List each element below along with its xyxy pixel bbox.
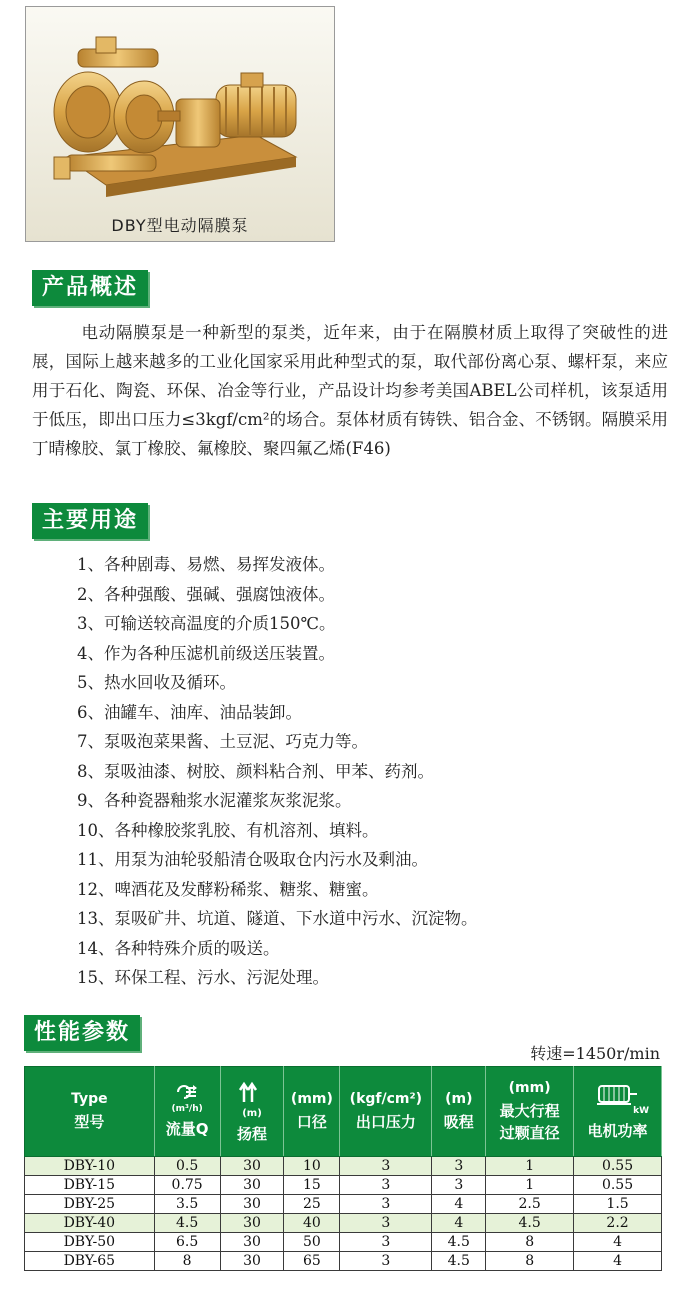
params-heading: 性能参数: [24, 1015, 140, 1051]
motor-icon: [595, 1082, 641, 1108]
table-cell: 3: [432, 1157, 486, 1176]
list-item: 8、泵吸油漆、树胶、颜料粘合剂、甲苯、药剂。: [77, 761, 434, 781]
uses-heading: 主要用途: [32, 503, 148, 539]
table-cell: 8: [486, 1233, 574, 1252]
table-cell: 4.5: [432, 1233, 486, 1252]
list-item: 7、泵吸泡菜果酱、土豆泥、巧克力等。: [77, 732, 368, 751]
list-item: 3、可输送较高温度的介质150℃。: [77, 614, 336, 633]
header-label: 最大行程 过颗直径: [499, 1101, 560, 1142]
list-item: 2、各种强酸、强碱、强腐蚀液体。: [77, 584, 335, 604]
table-cell: 4.5: [432, 1252, 486, 1271]
table-cell: 0.55: [574, 1176, 662, 1195]
header-label: 电机功率: [587, 1122, 648, 1140]
table-cell: 3: [340, 1157, 432, 1176]
header-unit: (m³/h): [171, 1104, 203, 1114]
header-unit: kW: [633, 1106, 649, 1116]
list-item: 9、各种瓷器釉浆水泥灌浆灰浆泥浆。: [77, 791, 352, 810]
table-cell: 65: [284, 1252, 340, 1271]
pump-illustration: [26, 7, 335, 242]
table-cell: 3: [340, 1195, 432, 1214]
col-header-head: [220, 1067, 284, 1157]
table-cell: 4.5: [486, 1214, 574, 1233]
table-row: [25, 1214, 662, 1233]
table-cell: 3: [340, 1214, 432, 1233]
header-label: 型号: [74, 1113, 105, 1131]
table-cell: 3.5: [154, 1195, 220, 1214]
table-cell: 25: [284, 1195, 340, 1214]
table-cell: 4: [574, 1233, 662, 1252]
table-cell: 1: [486, 1176, 574, 1195]
table-cell: 3: [340, 1233, 432, 1252]
table-cell: 3: [432, 1176, 486, 1195]
table-cell: 2.5: [486, 1195, 574, 1214]
header-label: 口径: [296, 1113, 327, 1131]
product-caption: DBY型电动隔膜泵: [111, 216, 249, 235]
col-header-suction: [432, 1067, 486, 1157]
header-label: 扬程: [236, 1124, 267, 1143]
col-header-type: [25, 1067, 155, 1157]
speed-note: 转速=1450r/min: [530, 1044, 660, 1063]
table-cell: 4: [432, 1195, 486, 1214]
table-cell: 1: [486, 1157, 574, 1176]
table-cell: 0.5: [154, 1157, 220, 1176]
header-label: 出口压力: [355, 1113, 416, 1131]
header-unit: (m): [445, 1091, 473, 1107]
table-cell: 30: [220, 1157, 284, 1176]
col-header-max-particle: [486, 1067, 574, 1157]
table-cell: 4: [574, 1252, 662, 1271]
col-header-motor-power: [574, 1067, 662, 1157]
table-cell: 30: [220, 1214, 284, 1233]
overview-paragraph: 电动隔膜泵是一种新型的泵类，近年来，由于在隔膜材质上取得了突破性的进展，国际上越来越多的工业化国家采用此种型式的泵，取代部份离心泵、螺杆泵，来应用于石化、陶瓷、环保、冶金等行业，产品设计均参考美国ABEL公司样机，该泵适用于低压，即出口压力≤3kgf/cm²的场合。泵体材质有铸铁、铝合金、不锈钢。隔膜采用丁晴橡胶、氯丁橡胶、氟橡胶、聚四氟乙烯(F46): [32, 323, 668, 458]
table-row: [25, 1233, 662, 1252]
list-item: 10、各种橡胶浆乳胶、有机溶剂、填料。: [77, 820, 379, 840]
table-row: [25, 1195, 662, 1214]
header-unit: (kgf/cm²): [349, 1091, 423, 1107]
table-cell: 40: [284, 1214, 340, 1233]
list-item: 12、啤酒花及发酵粉稀浆、糖浆、糖蜜。: [77, 879, 379, 899]
table-cell: 3: [340, 1176, 432, 1195]
table-header-row: [25, 1067, 662, 1157]
table-cell: DBY-10: [25, 1157, 155, 1176]
params-table: [24, 1066, 662, 1271]
flow-icon: [176, 1084, 198, 1100]
list-item: 11、用泵为油轮驳船清仓吸取仓内污水及剩油。: [77, 850, 428, 869]
table-cell: 0.75: [154, 1176, 220, 1195]
header-unit: (m): [242, 1107, 262, 1119]
table-cell: 15: [284, 1176, 340, 1195]
table-cell: 6.5: [154, 1233, 220, 1252]
table-cell: DBY-15: [25, 1176, 155, 1195]
table-cell: 4.5: [154, 1214, 220, 1233]
list-item: 5、热水回收及循环。: [77, 673, 236, 692]
list-item: 15、环保工程、污水、污泥处理。: [77, 968, 329, 987]
table-cell: 1.5: [574, 1195, 662, 1214]
list-item: 13、泵吸矿井、坑道、隧道、下水道中污水、沉淀物。: [77, 909, 478, 928]
table-cell: DBY-65: [25, 1252, 155, 1271]
col-header-diameter: [284, 1067, 340, 1157]
table-row: [25, 1252, 662, 1271]
header-label: 流量Q: [165, 1120, 209, 1138]
header-unit: Type: [71, 1091, 108, 1107]
header-label: 吸程: [443, 1113, 474, 1131]
table-cell: 4: [432, 1214, 486, 1233]
overview-heading: 产品概述: [32, 270, 148, 306]
table-cell: 30: [220, 1195, 284, 1214]
table-cell: 0.55: [574, 1157, 662, 1176]
table-cell: 8: [154, 1252, 220, 1271]
table-cell: DBY-25: [25, 1195, 155, 1214]
header-unit: (mm): [508, 1079, 551, 1096]
table-cell: 2.2: [574, 1214, 662, 1233]
table-cell: 30: [220, 1252, 284, 1271]
uses-list: [77, 550, 478, 993]
list-item: 4、作为各种压滤机前级送压装置。: [77, 643, 335, 663]
table-cell: 10: [284, 1157, 340, 1176]
table-cell: DBY-40: [25, 1214, 155, 1233]
table-row: [25, 1157, 662, 1176]
table-row: [25, 1176, 662, 1195]
table-cell: 3: [340, 1252, 432, 1271]
list-item: 1、各种剧毒、易燃、易挥发液体。: [77, 555, 335, 574]
table-cell: 50: [284, 1233, 340, 1252]
list-item: 14、各种特殊介质的吸送。: [77, 938, 280, 958]
col-header-outlet-pressure: [340, 1067, 432, 1157]
product-photo: [25, 6, 335, 242]
table-cell: 30: [220, 1233, 284, 1252]
table-cell: DBY-50: [25, 1233, 155, 1252]
table-cell: 8: [486, 1252, 574, 1271]
head-arrow-icon: [238, 1080, 266, 1104]
table-cell: 30: [220, 1176, 284, 1195]
list-item: 6、油罐车、油库、油品装卸。: [77, 702, 302, 722]
col-header-flow: [154, 1067, 220, 1157]
header-unit: (mm): [290, 1091, 333, 1107]
